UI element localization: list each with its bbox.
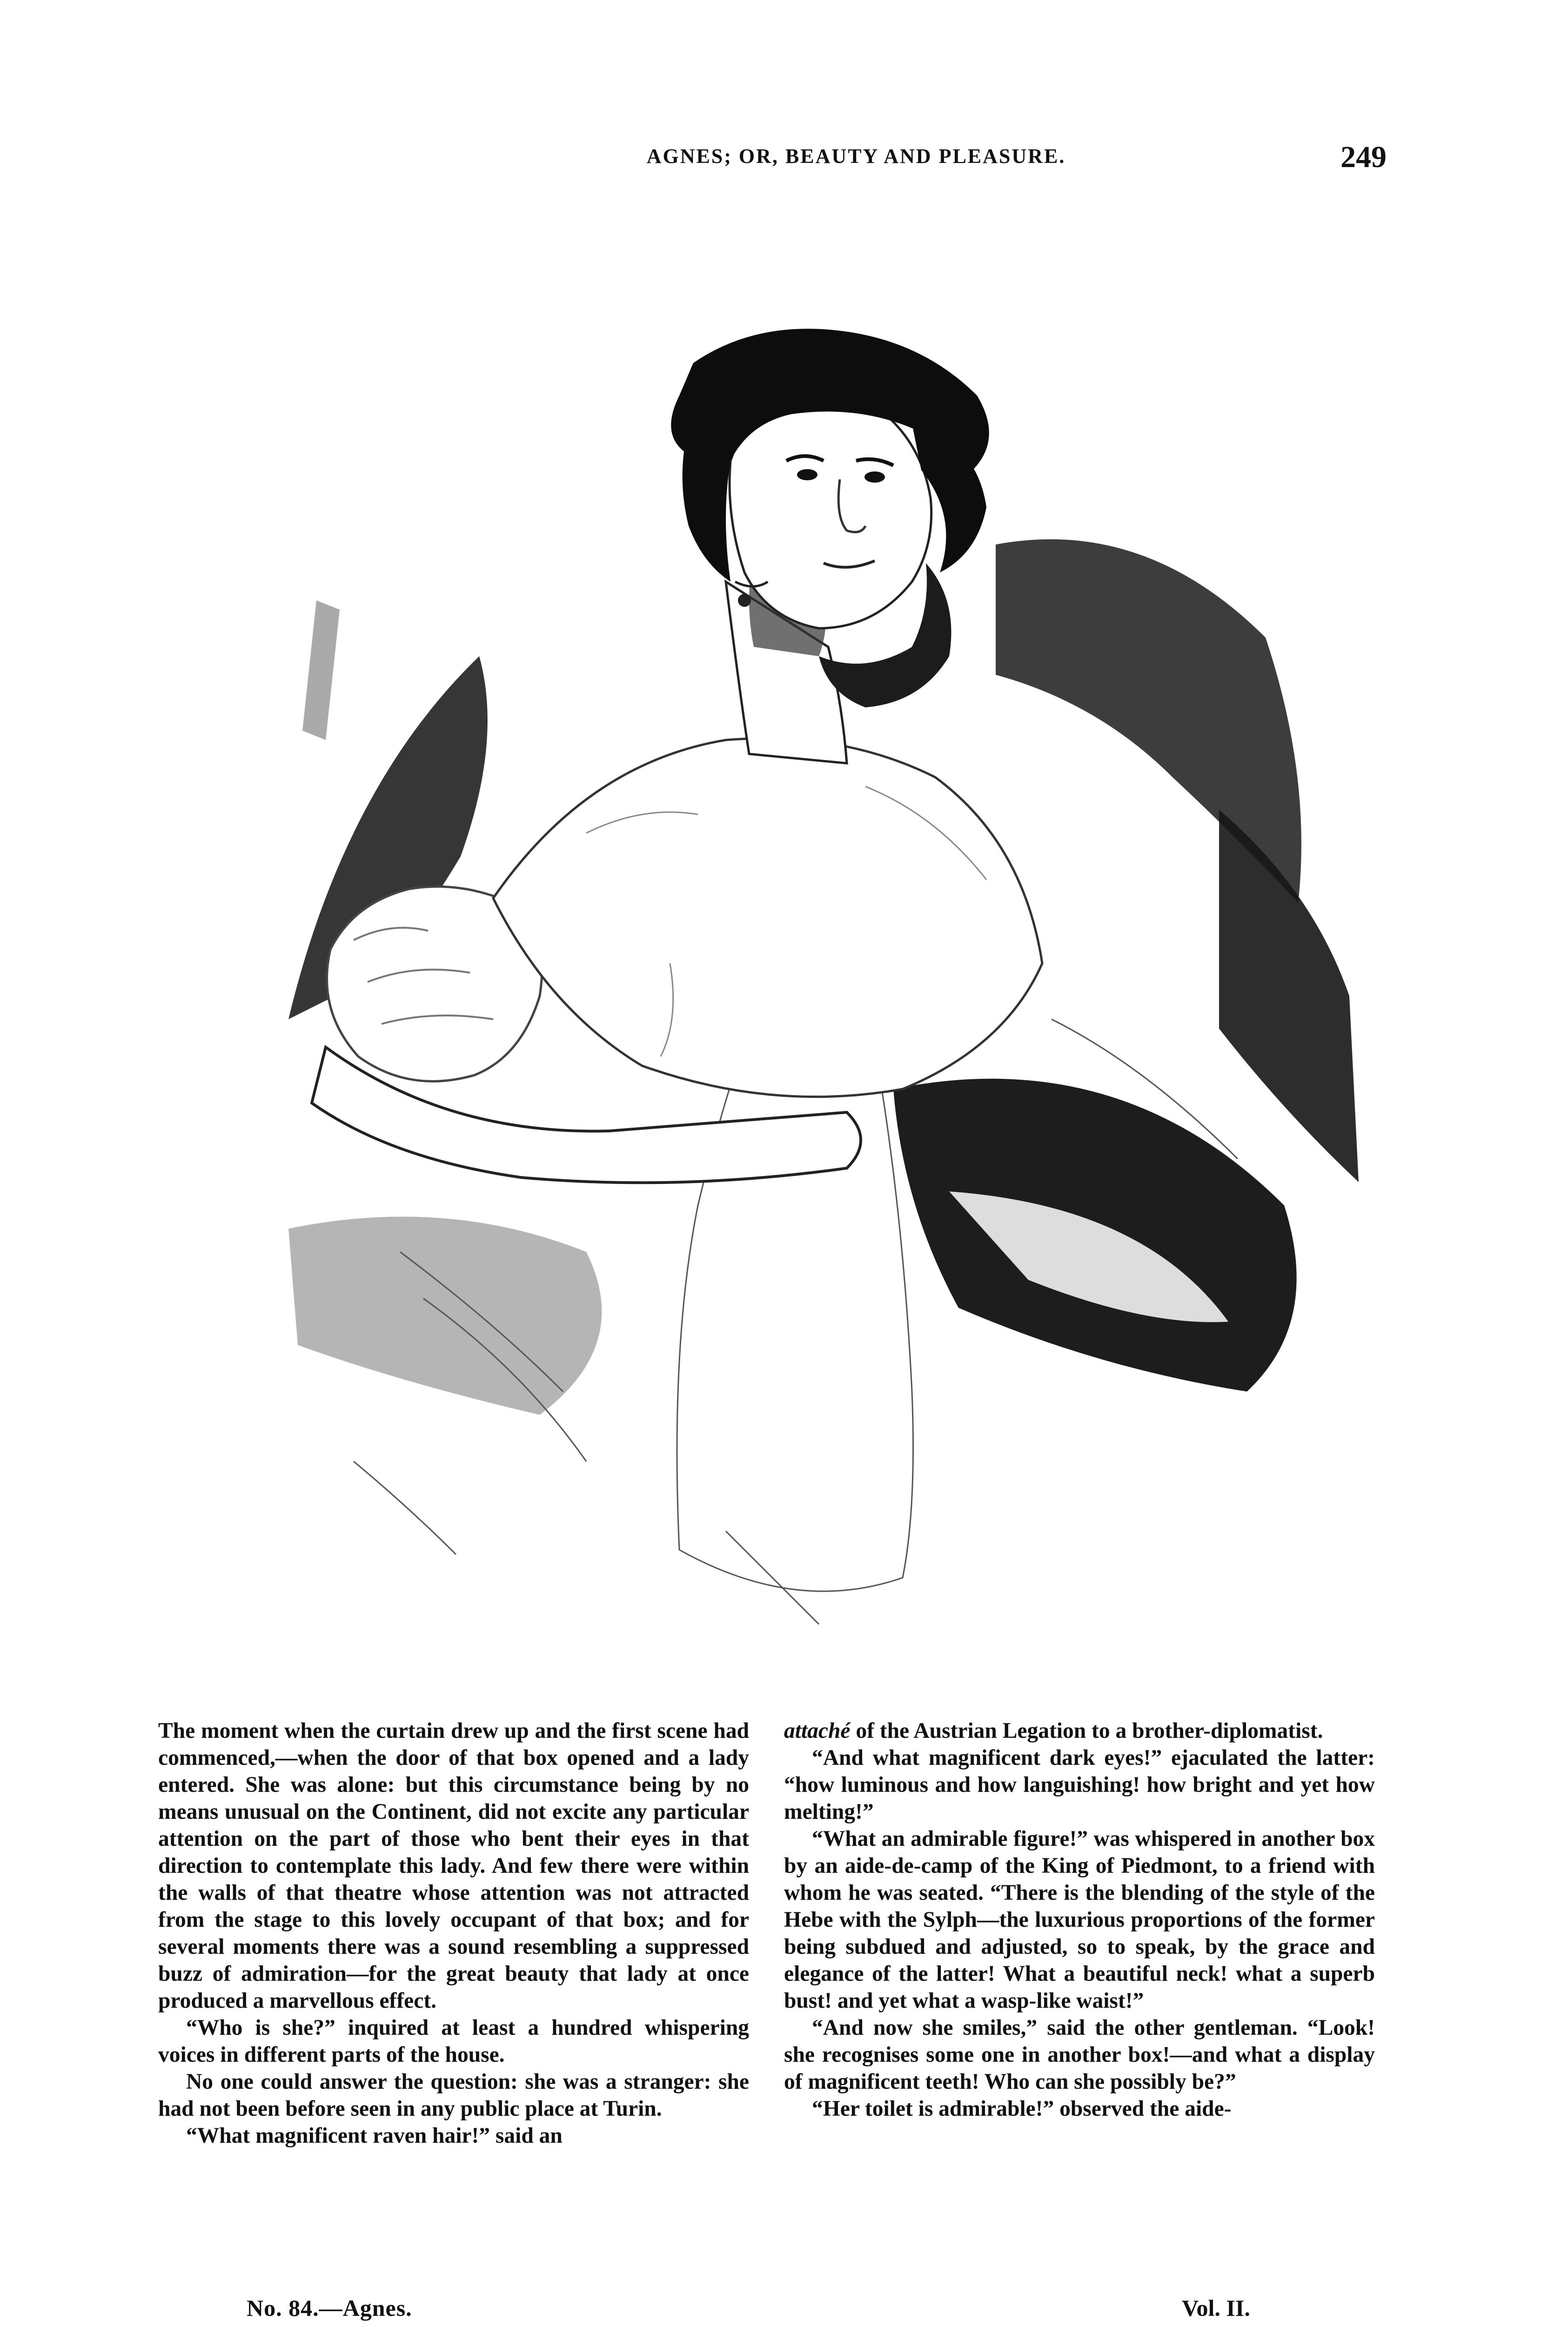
paragraph: “And now she smiles,” said the other gentleman. “Look! she recognises some one in another box!—and what a display of magnificent teeth! Who can she possibly be?” xyxy=(784,2016,1375,2094)
continuation-text: of the Austrian Legation to a brother-diplomatist. xyxy=(850,1719,1323,1743)
paragraph: “Her toilet is admirable!” observed the aide- xyxy=(812,2097,1232,2121)
page-number: 249 xyxy=(1340,140,1387,174)
signature-mark-right: Vol. II. xyxy=(1182,2295,1250,2321)
woman-figure xyxy=(312,329,1042,1591)
running-title: AGNES; OR, BEAUTY AND PLEASURE. xyxy=(646,145,1066,168)
italic-word: attaché xyxy=(784,1719,851,1743)
paragraph: “What magnificent raven hair!” said an xyxy=(186,2124,563,2148)
engraving-illustration xyxy=(261,321,1377,1657)
paragraph: “What an admirable figure!” was whispered in another box by an aide-de-camp of the King of Piedmont, to a friend with whom he was seated. “There is the blending of the style of the Hebe with the Sylph—the luxurious proportions of the former being subdued and adjusted, so to speak, by the grace and elegance of the latter! What a beautiful neck! what a superb bust! and yet what a wasp-like waist!” xyxy=(784,1827,1375,2013)
right-text-column xyxy=(784,1717,1375,2122)
left-text-column xyxy=(158,1717,749,2149)
running-header xyxy=(0,140,1568,182)
paragraph: No one could answer the question: she was a stranger: she had not been before seen in any public place at Turin. xyxy=(158,2070,749,2121)
paragraph: “Who is she?” inquired at least a hundred whispering voices in different parts of the house. xyxy=(158,2016,749,2067)
signature-mark-left: No. 84.—Agnes. xyxy=(247,2295,412,2321)
paragraph: The moment when the curtain drew up and the first scene had commenced,—when the door of that box opened and a lady entered. She was alone: but this circumstance being by no means unusual on the Continent, did not excite any particular attention on the part of those who bent their eyes in that direction to contemplate this lady. And few there were within the walls of that theatre whose attention was not attracted from the stage to this lovely occupant of that box; and for several moments there was a sound resembling a suppressed buzz of admiration—for the great beauty that lady at once produced a marvellous effect. xyxy=(158,1719,749,2013)
paragraph-continuation xyxy=(784,1717,1375,1744)
paragraph: “And what magnificent dark eyes!” ejaculated the latter: “how luminous and how languishing! how bright and yet how melting!” xyxy=(784,1746,1375,1824)
